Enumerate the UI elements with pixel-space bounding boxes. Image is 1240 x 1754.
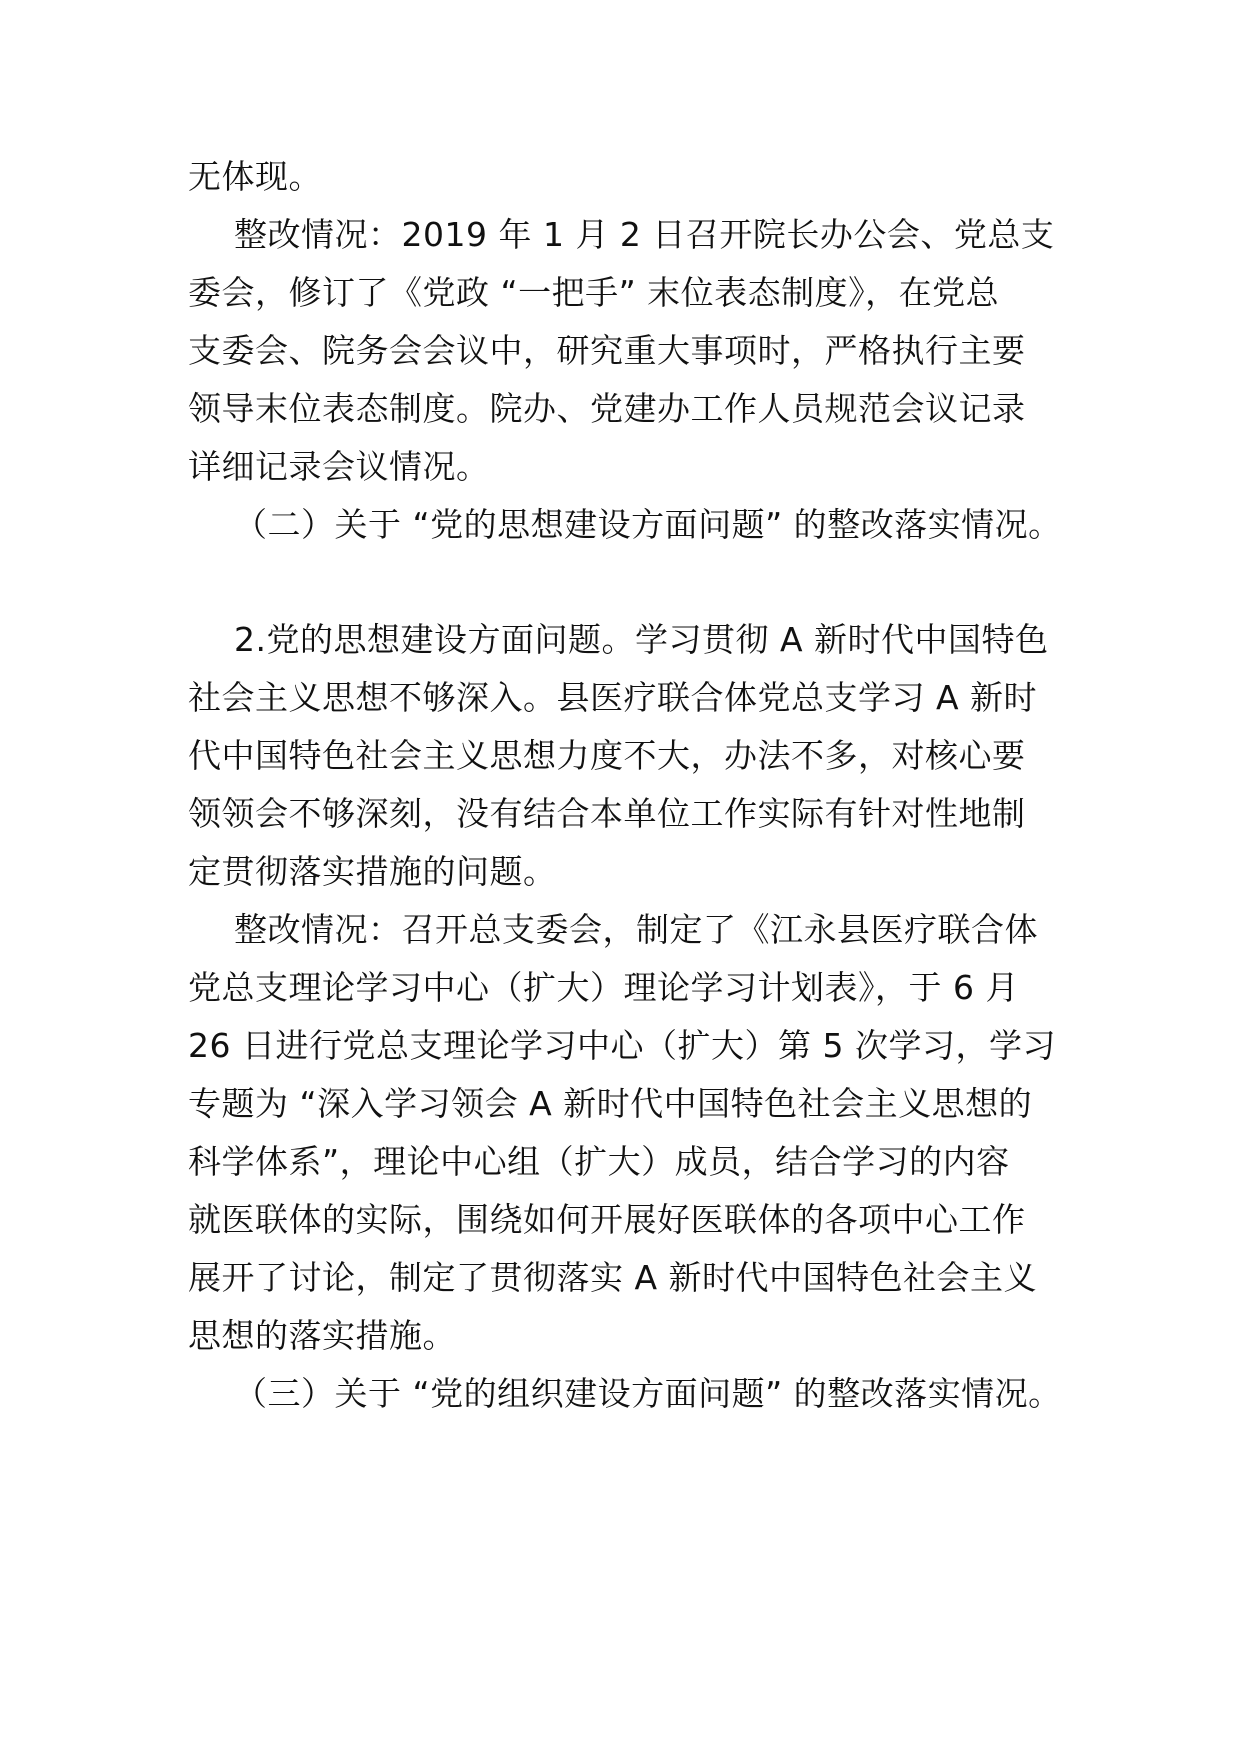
text-line: 定贯彻落实措施的问题。 xyxy=(188,852,557,891)
text-line: 思想的落实措施。 xyxy=(188,1316,456,1355)
text-line: 支委会、院务会会议中，研究重大事项时，严格执行主要 xyxy=(188,331,1026,370)
text-line: 代中国特色社会主义思想力度不大，办法不多，对核心要 xyxy=(188,736,1026,775)
text-line: 无体现。 xyxy=(188,157,322,196)
text-line: 党总支理论学习中心（扩大）理论学习计划表》，于 6 月 xyxy=(188,968,1019,1007)
text-line: 专题为 “深入学习领会 A 新时代中国特色社会主义思想的 xyxy=(188,1084,1033,1123)
text-line: 整改情况：召开总支委会，制定了《江永县医疗联合体 xyxy=(234,910,1038,949)
text-line: 领领会不够深刻，没有结合本单位工作实际有针对性地制 xyxy=(188,794,1026,833)
text-line: 整改情况：2019 年 1 月 2 日召开院长办公会、党总支 xyxy=(234,215,1055,254)
text-line: 科学体系”，理论中心组（扩大）成员，结合学习的内容 xyxy=(188,1142,1010,1181)
text-line: 委会，修订了《党政 “一把手” 末位表态制度》，在党总 xyxy=(188,273,1000,312)
text-line: 社会主义思想不够深入。县医疗联合体党总支学习 A 新时 xyxy=(188,678,1038,717)
text-line: 展开了讨论，制定了贯彻落实 A 新时代中国特色社会主义 xyxy=(188,1258,1038,1297)
text-line: 领导末位表态制度。院办、党建办工作人员规范会议记录 xyxy=(188,389,1026,428)
text-line: 就医联体的实际，围绕如何开展好医联体的各项中心工作 xyxy=(188,1200,1026,1239)
section-heading: （三）关于 “党的组织建设方面问题” 的整改落实情况。 xyxy=(234,1374,1062,1413)
text-line: 26 日进行党总支理论学习中心（扩大）第 5 次学习，学习 xyxy=(188,1026,1056,1065)
section-heading: （二）关于 “党的思想建设方面问题” 的整改落实情况。 xyxy=(234,505,1062,544)
text-line: 详细记录会议情况。 xyxy=(188,447,490,486)
text-line: 2.党的思想建设方面问题。学习贯彻 A 新时代中国特色 xyxy=(234,620,1049,659)
